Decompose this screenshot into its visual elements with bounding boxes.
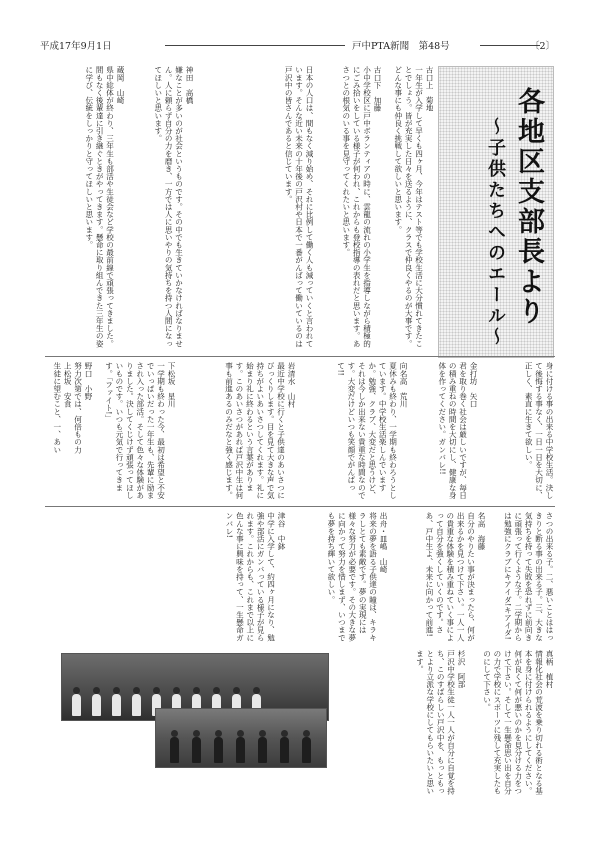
article-kanetaibo-yaguchi (412, 362, 478, 502)
article-author: 下松坂 星川 (167, 362, 176, 408)
article-author: 真柄 植村 (545, 650, 554, 688)
title-box (438, 66, 554, 358)
article-body: 身に付ける事の出来る中学校生活。決して後悔する事なく、一日一日を大切に、正しく、素直に生きて欲しい。 (524, 362, 554, 499)
article-body: 一学期も終わった今、最初は希望と不安でいっぱいだった一年生も、先輩に励まされ入った部活。そして色々な体験がありました。決してくじけず頑張ってほしいものです。いつも元気で行ってきます。「ファイト!」 (104, 362, 166, 499)
article-body: 夏休みも終わり、一学期も終わろうとしています。中学校生活楽しんでいますか。勉強、クラブ、大変だと思うけど、それは今しか出来ない貴重な時間なのです。大変だけどいつも笑顔でがんばって!! (336, 362, 398, 499)
article-body: 戸沢中学校生徒一人一人が自分に自覚を持ち、このすばらしい戸沢中を、もっともっとより立派な学校にしてもらいたいと思います。 (415, 650, 456, 795)
article-body: 中学に入学して、約四ヶ月になり、勉強や部活にガンバっている様子が見られます。これからも、これまで以上に色んな事に興味を持って、一生懸命ガンバレ! (224, 512, 276, 642)
header-rule (165, 45, 345, 46)
paper-name: 戸中PTA新聞 第48号 (352, 41, 450, 52)
article-author: 古口下 加藤 (373, 66, 382, 112)
article-dehayama-yamazaki (290, 512, 388, 642)
article-aisatsu-column (490, 512, 554, 642)
section-rule (45, 506, 555, 507)
article-body: 県中総体が終わり、三年生も部活や生徒会など学校の最前線で頑張ってきました。間もなく後輩達に引き継ぐときがやってきます。懸命に取り組んできた三年生の姿に学び、伝統をしっかりと守ってほしいと思います。 (84, 66, 115, 348)
article-author: 野口 小野 (84, 362, 93, 400)
article-author: 津谷 中鉢 (277, 512, 286, 550)
article-author: 杉沢 阿部 (457, 650, 466, 688)
article-body: 一年生が入学して早くも四ヶ月、今年はテスト等でも学校生活に大分慣れてきたことでしょう。皆が充実した日々を送るように、クラスで仲良くやるのが大事です。どんな事にも仲良く挑戦して欲しいと思います。 (393, 66, 424, 348)
article-author: 名高 海藤 (477, 512, 486, 550)
team-photo-dark-uniforms (155, 708, 327, 768)
article-author: 出舟・皿嶋 山崎 (379, 512, 388, 573)
article-body: 生徒に望むこと、一、あい (52, 362, 62, 454)
article-nohara-ono (45, 362, 93, 502)
article-tanaka (198, 66, 314, 348)
article-author: 古口上 菊地 (425, 66, 434, 112)
article-kurooka-yamazaki (45, 66, 125, 348)
article-author: 蔵岡 山崎 (116, 66, 125, 104)
subtitle: 〜子供たちへのエール〜 (485, 117, 506, 348)
article-makiba-ueki (470, 650, 554, 800)
article-author: 上松坂 安食 (63, 362, 73, 408)
article-body: 情報化社会の荒波を乗り切れる術となる基本を身に付けられるようにしてください。何が良くて何が悪いのかを見分ける力をつけて下さい。そして一生懸命思い出を自分の力で学校にスポーツに残して充実したものにして下さい。 (482, 650, 544, 795)
article-author: 金打坊 矢口 (469, 362, 478, 408)
article-kamida-takahashi (130, 66, 194, 348)
issue-date: 平成17年9月1日 (40, 41, 112, 52)
article-author: 神田 高橋 (185, 66, 194, 104)
page-header (40, 38, 555, 52)
page-number: 〔2〕 (529, 41, 555, 52)
article-sugisawa-abe (340, 650, 466, 800)
article-body: 最近中学校に行くと子供達のあいさつにびっくりします。目を見て大きな声で気持ちがよいあいさつしてくれます。礼に始まり礼に終わるという言葉があります。このあいさつがあれば戸沢中生は何事も前進あるのみだなと強く感じます。 (224, 362, 286, 499)
article-body: 小中学校区に戸中ボランティアの時に、雲龍の流れの小学生を指導しながら積極的にごみ拾いをしている様子が何われ、これからも登校指導の表れだと思います。あさつとの根気のいる事を見守ってくれたいと思います。 (341, 66, 372, 348)
main-title: 各地区支部長より (513, 87, 544, 327)
article-body: 努力次第では、何倍もの力 (73, 362, 83, 454)
article-tsuya-nakamura (200, 512, 286, 642)
article-author: 岩清水 山村 (287, 362, 296, 408)
article-furushita-kato (318, 66, 382, 348)
article-mukaikiyo-arakawa (300, 362, 408, 502)
article-body: 君を取り巻く社会は厳しいですが、毎日の積み重ねの時間を大切にし、健康な身体を作ってください。ガンバレ!! (437, 362, 468, 499)
article-shimomatsuzaka-hoshikawa (96, 362, 176, 502)
article-body: 将来の夢を語る子供達の瞳は、キラキラしとても素敵です。夢の実現には様々な努力が必要です。その大きな夢に向かって努力を惜しまず、いつまでも夢を持ち輝いて欲しい。 (326, 512, 378, 642)
article-body: 自分のやりたい事が決まったら、何が出来るかを見つけて下さい。一人一人の貴重な体験を積み重ねていく事によって自分を強くしていくのです。さあ、戸中生よ、未来に向かって前進! (424, 512, 476, 642)
article-body: さつの出来る子。二、悪いことははっきりと断る事の出来る子。三、大きな気持ちを持って失敗を恐れずに前向きに頑張って行くような子。二学期からは勉強にクラブにキアイダ!キアイダ! (503, 512, 554, 642)
article-author: 向名高 荒川 (399, 362, 408, 408)
section-rule (45, 356, 555, 357)
article-body: 日本の人口は、間もなく減り始め、それに比例して働く人も減っていくと言われています。そんな近い未来の十年後の戸沢村や日本で一番がんばって働いているのは戸沢中の皆さんであると信じています。 (284, 66, 314, 348)
article-tanaka-sato (482, 362, 554, 502)
article-nagashima-kaito (392, 512, 486, 642)
article-furukuchi-kikuchi (384, 66, 434, 348)
article-iwashimizu-yamamura (180, 362, 296, 502)
article-body: 嫌なことが多いのが社会というものです。その中でも生きていかなければなりません。人に頼らず自分の力を磨き、一方では人に思いやりの気持ちを持つ人間になってほしいと思います。 (153, 66, 184, 348)
